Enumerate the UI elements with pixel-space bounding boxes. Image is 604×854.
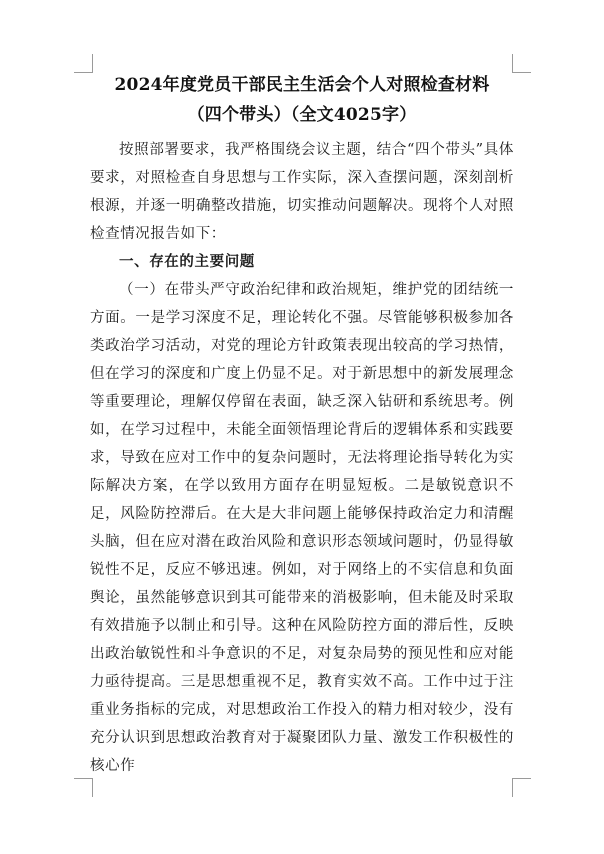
- title-line-1: 2024年度党员干部民主生活会个人对照检查材料: [114, 75, 490, 95]
- section-paragraph: （一）在带头严守政治纪律和政治规矩，维护党的团结统一方面。一是学习深度不足，理论转化不强。尽管能够积极参加各类政治学习活动，对党的理论方针政策表现出较高的学习热情，但在学习的深度和广度上仍显不足。对于新思想中的新发展理念等重要理论，理解仅停留在表面，缺乏深入钻研和系统思考。例如，在学习过程中，未能全面领悟理论背后的逻辑体系和实践要求，导致在应对工作中的复杂问题时，无法将理论指导转化为实际解决方案，在学以致用方面存在明显短板。二是敏锐意识不足，风险防控滞后。在大是大非问题上能够保持政治定力和清醒头脑，但在应对潜在政治风险和意识形态领域问题时，仍显得敏锐性不足，反应不够迅速。例如，对于网络上的不实信息和负面舆论，虽然能够意识到其可能带来的消极影响，但未能及时采取有效措施予以制止和引导。这种在风险防控方面的滞后性，反映出政治敏锐性和斗争意识的不足，对复杂局势的预见性和应对能力亟待提高。三是思想重视不足，教育实效不高。工作中过于注重业务指标的完成，对思想政治工作投入的精力相对较少，没有充分认识到思想政治教育对于凝聚团队力量、激发工作积极性的核心作: [90, 282, 514, 774]
- document-title: [90, 70, 514, 130]
- intro-paragraph: 按照部署要求，我严格围绕会议主题，结合“四个带头”具体要求，对照检查自身思想与工作实际，深入查摆问题，深刻剖析根源，并逐一明确整改措施，切实推动问题解决。现将个人对照检查情况报告如下：: [90, 142, 514, 242]
- title-line-2: （四个带头）（全文4025字）: [187, 105, 417, 125]
- crop-mark-top-right: [512, 54, 531, 73]
- document-content: [90, 70, 514, 774]
- crop-mark-bottom-left: [74, 778, 93, 797]
- section-heading: 一、存在的主要问题: [119, 253, 255, 270]
- crop-mark-bottom-right: [512, 778, 531, 797]
